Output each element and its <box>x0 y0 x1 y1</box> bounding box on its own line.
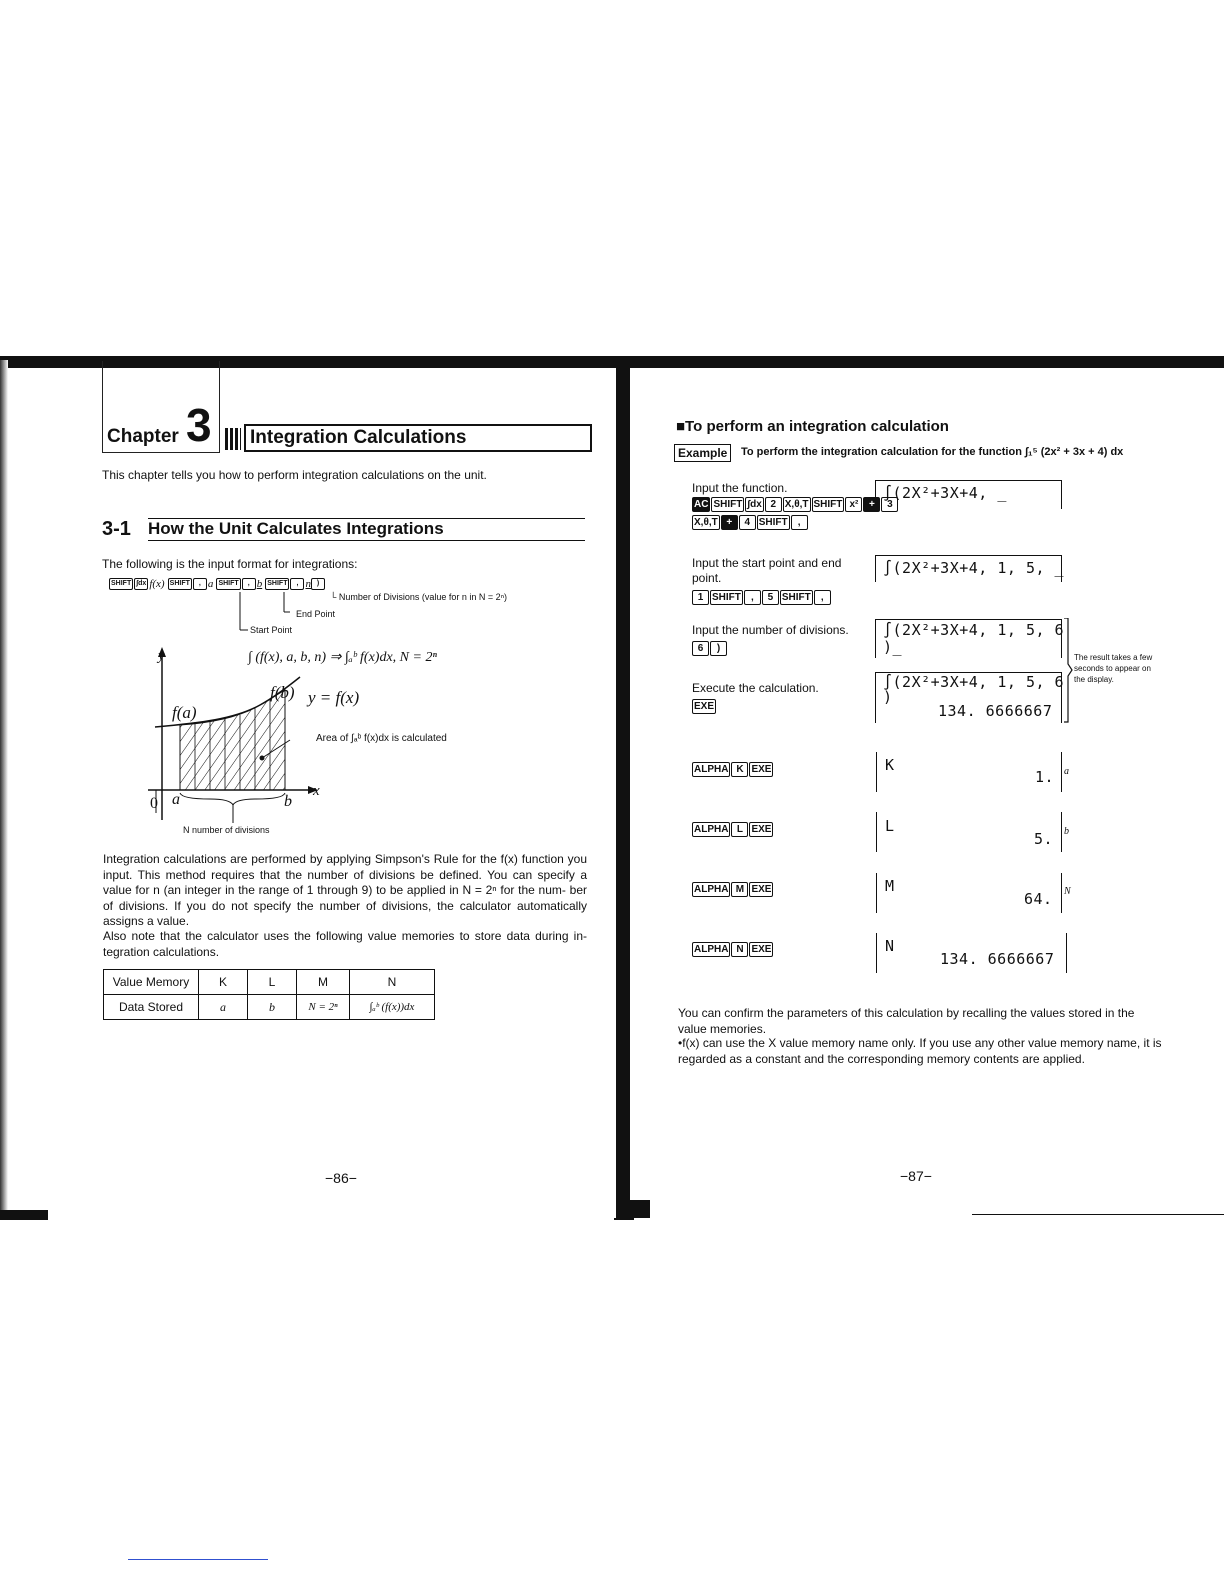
step-text: Input the number of divisions. <box>692 623 849 637</box>
recall-tag: b <box>1064 826 1069 837</box>
table-row <box>104 995 435 1020</box>
table-cell: b <box>248 995 297 1020</box>
stray-line <box>128 1559 268 1560</box>
recall-name: L <box>885 817 895 835</box>
left-edge-shadow <box>0 360 8 1210</box>
recall-key: M <box>731 882 748 897</box>
spine-bottom <box>620 1200 650 1218</box>
step-key: 4 <box>739 515 756 530</box>
graph-fb-label: f(b) <box>270 683 295 702</box>
graph-y-label: y <box>158 648 165 664</box>
format-key: SHIFT <box>168 578 192 590</box>
recall-value: 1. <box>1035 768 1055 786</box>
step-key: x² <box>845 497 862 512</box>
value-memory-table <box>103 969 435 1020</box>
recall-keys <box>692 761 774 779</box>
area-pointer-dot <box>260 756 265 761</box>
table-cell: N = 2ⁿ <box>297 995 350 1020</box>
table-cell: Data Stored <box>104 995 199 1020</box>
label-end-point: End Point <box>296 609 336 619</box>
step-keys <box>692 589 832 607</box>
section-rule-bottom <box>148 540 585 541</box>
lcd-result: 134. 6666667 <box>938 702 1053 720</box>
step-key: , <box>814 590 831 605</box>
note-bullet: •f(x) can use the X value memory name only. If you use any other value memory name, it is regarded as a constant and the corresponding memory contents are applied. <box>678 1036 1162 1066</box>
integration-graph <box>140 645 340 830</box>
recall-key: EXE <box>751 824 772 836</box>
recall-display-edge <box>876 873 877 913</box>
step-text: Input the function. <box>692 481 788 495</box>
right-page-edge <box>972 1214 1224 1215</box>
recall-key: EXE <box>751 764 772 776</box>
chapter-bars <box>225 428 241 450</box>
recall-key: K <box>731 762 748 777</box>
chapter-intro: This chapter tells you how to perform integration calculations on the unit. <box>102 468 487 482</box>
example-label: Example <box>674 444 731 462</box>
format-intro: The following is the input format for integrations: <box>102 557 358 571</box>
graph-area-label: Area of ∫ₐᵇ f(x)dx is calculated <box>316 733 447 744</box>
step-key: , <box>791 515 808 530</box>
step-key: 1 <box>692 590 709 605</box>
confirm-paragraph: You can confirm the parameters of this calculation by recalling the values stored in the value memories. <box>678 1006 1135 1036</box>
recall-key: EXE <box>751 884 772 896</box>
table-cell: ∫ₐᵇ (f(x))dx <box>350 995 435 1020</box>
step-key: ) <box>710 641 727 656</box>
format-key: SHIFT <box>109 578 133 590</box>
lcd-line: )_ <box>883 638 903 656</box>
table-header-cell: L <box>248 970 297 995</box>
step-keys <box>692 514 809 532</box>
section-number: 3-1 <box>102 518 131 540</box>
side-note: The result takes a few seconds to appear on the display. <box>1074 653 1153 684</box>
step-key: SHIFT <box>781 592 811 604</box>
step-key: 3 <box>881 497 898 512</box>
recall-key: EXE <box>751 944 772 956</box>
integration-formula: ∫ (f(x), a, b, n) ⇒ ∫ₐᵇ f(x)dx, N = 2ⁿ <box>248 650 437 665</box>
graph-divisions-label: N number of divisions <box>183 825 270 835</box>
left-corner-shadow <box>0 1210 48 1220</box>
lcd-line: ∫(2X²+3X+4, 1, 5, 6 <box>883 673 1065 691</box>
step-keys <box>692 698 717 716</box>
graph-x-label: x <box>313 783 320 799</box>
step-key: 2 <box>765 497 782 512</box>
step-key: AC <box>694 499 709 511</box>
lcd-line: ∫(2X²+3X+4, 1, 5, 6 <box>883 621 1065 639</box>
recall-keys <box>692 821 774 839</box>
step-key: + <box>863 497 880 512</box>
step-key: SHIFT <box>813 499 843 511</box>
recall-key: ALPHA <box>694 944 729 956</box>
chapter-word: Chapter <box>107 426 179 447</box>
memory-paragraph: Also note that the calculator uses the following value memories to store data during in- tegration calculations. <box>103 929 587 959</box>
format-key: , <box>290 578 304 590</box>
step-keys <box>692 640 728 658</box>
lcd-line: ) <box>883 688 893 706</box>
chapter-number: 3 <box>186 399 212 451</box>
recall-value: 5. <box>1034 830 1054 848</box>
format-key: SHIFT <box>216 578 240 590</box>
graph-origin: 0 <box>150 795 158 812</box>
step-text: Input the start point and end point. <box>692 556 842 585</box>
result-bracket <box>1062 618 1074 724</box>
recall-display-edge <box>876 812 877 852</box>
recall-keys <box>692 941 774 959</box>
step-key: SHIFT <box>758 517 788 529</box>
recall-name: K <box>885 756 895 774</box>
table-cell: a <box>199 995 248 1020</box>
recall-tag: N <box>1064 886 1071 897</box>
format-a: a <box>207 578 214 590</box>
lcd-line: ∫(2X²+3X+4, _ <box>883 484 1007 502</box>
recall-display-edge <box>1066 933 1067 973</box>
step-key: SHIFT <box>712 592 741 604</box>
format-b: b <box>256 578 263 590</box>
step-key: ∫dx <box>747 499 762 511</box>
step-text: Execute the calculation. <box>692 681 819 695</box>
table-header-cell: M <box>297 970 350 995</box>
step-key: + <box>721 515 738 530</box>
recall-key: ALPHA <box>694 764 729 776</box>
label-divisions: └ Number of Divisions (value for n in N = 2ⁿ) <box>330 592 507 602</box>
step-key: EXE <box>694 701 715 713</box>
recall-key: ALPHA <box>694 824 729 836</box>
recall-key: ALPHA <box>694 884 729 896</box>
graph-b-label: b <box>284 793 292 810</box>
right-heading: ■To perform an integration calculation <box>676 418 949 435</box>
chapter-title: Integration Calculations <box>244 424 592 452</box>
format-key: ∫dx <box>134 578 148 590</box>
recall-display-edge <box>876 933 877 973</box>
recall-display-edge <box>1061 873 1062 913</box>
step-key: X,θ,T <box>694 517 718 529</box>
recall-key: L <box>731 822 748 837</box>
step-key: 5 <box>762 590 779 605</box>
graph-a-label: a <box>172 791 180 808</box>
recall-value: 64. <box>1024 890 1053 908</box>
recall-value: 134. 6666667 <box>940 950 1055 968</box>
format-n: n <box>305 578 311 590</box>
table-row <box>104 970 435 995</box>
recall-name: N <box>885 937 895 955</box>
page-number-left: −86− <box>325 1170 357 1186</box>
division-brace <box>180 793 285 805</box>
format-fx: f(x) <box>149 578 165 590</box>
format-key: SHIFT <box>265 578 289 590</box>
section-title: How the Unit Calculates Integrations <box>148 519 444 538</box>
graph-curve-label: y = f(x) <box>308 688 360 707</box>
recall-tag: a <box>1064 766 1069 777</box>
format-key: , <box>193 578 207 590</box>
recall-name: M <box>885 877 895 895</box>
example-text: To perform the integration calculation for the function ∫₁⁵ (2x² + 3x + 4) dx <box>741 446 1124 458</box>
format-key-sequence <box>109 578 326 590</box>
graph-fa-label: f(a) <box>172 703 197 722</box>
recall-display-edge <box>1061 752 1062 792</box>
recall-key: N <box>731 942 748 957</box>
table-header-cell: K <box>199 970 248 995</box>
table-header-cell: N <box>350 970 435 995</box>
page-number-right: −87− <box>900 1168 932 1184</box>
step-key: , <box>744 590 761 605</box>
table-header-cell: Value Memory <box>104 970 199 995</box>
step-key: 6 <box>692 641 709 656</box>
format-key: ) <box>311 578 325 590</box>
lcd-line: ∫(2X²+3X+4, 1, 5, _ <box>883 559 1065 577</box>
format-key: , <box>242 578 256 590</box>
simpson-paragraph: Integration calculations are performed by applying Simpson's Rule for the f(x) function you input. This method requires that the number of divisions be defined. You can specify a value for n (an integer in the range of 1 through 9) to be applied in N = 2ⁿ for the num- ber of divisions. If you do not specify the number of divisions, the calculator automatically assigns a value. <box>103 852 587 928</box>
label-start-point: Start Point <box>250 625 293 635</box>
recall-display-edge <box>1061 812 1062 852</box>
recall-keys <box>692 881 774 899</box>
recall-display-edge <box>876 752 877 792</box>
step-key: X,θ,T <box>784 499 809 511</box>
step-key: SHIFT <box>713 499 743 511</box>
step-keys <box>692 496 899 514</box>
